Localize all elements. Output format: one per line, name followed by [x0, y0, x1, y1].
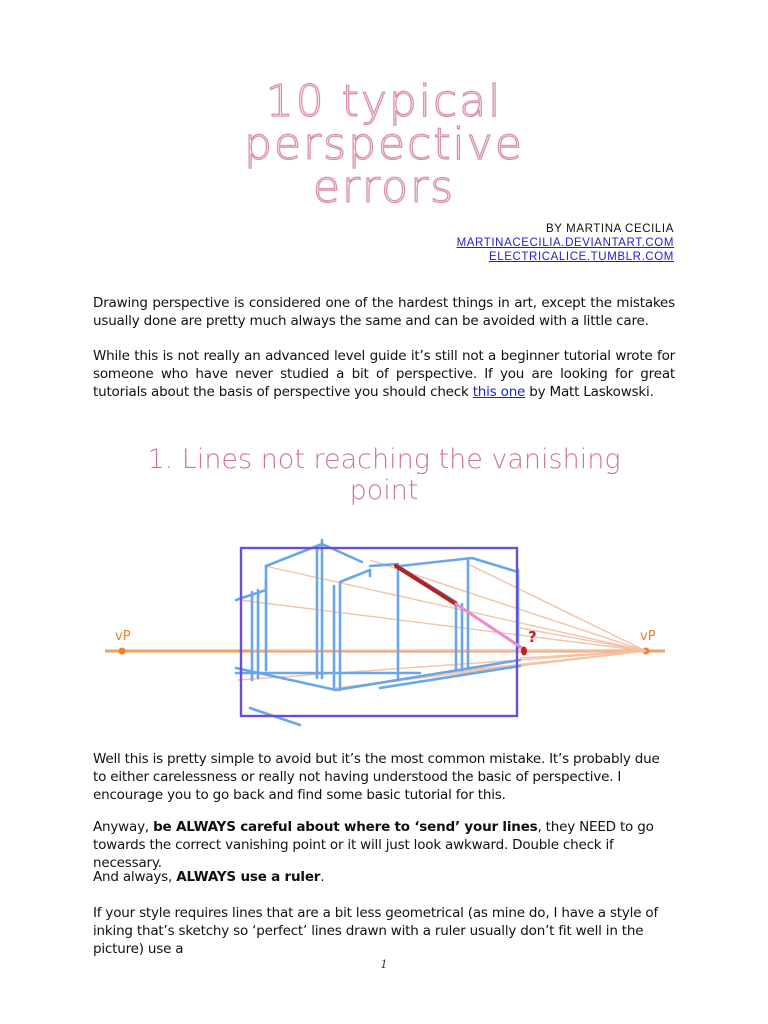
- body-paragraph-4: If your style requires lines that are a bit less geometrical (as mine do, I have a style of inking that’s sketchy so ‘perfect’ lines drawn with a ruler usually don’t fit well in the picture) use a: [93, 905, 659, 957]
- section-heading-line-1: 1. Lines not reaching the vanishing: [147, 444, 621, 475]
- document-title: [0, 76, 768, 213]
- byline: [457, 222, 674, 264]
- intro-p2-tail: by Matt Laskowski.: [525, 384, 654, 400]
- section-heading-line-2: point: [349, 475, 419, 506]
- p4-text: Anyway,: [93, 819, 154, 835]
- p4-tail: , they NEED to go towards the correct vanishing point or it will just look awkward. Double check if necessary.: [93, 819, 654, 871]
- p5-emphasis: ALWAYS use a ruler: [176, 869, 321, 885]
- intro-p2-text: While this is not really an advanced level guide it’s still not a beginner tutorial wrote for someone who have never studied a bit of perspective. If you are looking for great tutorials about the basis of perspective you should check: [93, 348, 675, 400]
- intro-paragraph-2: [93, 347, 675, 401]
- author-name: BY MARTINA CECILIA: [546, 223, 674, 235]
- intro-paragraph-1: Drawing perspective is considered one of the hardest things in art, except the mistakes usually done are pretty much always the same and can be avoided with a little care.: [93, 295, 675, 329]
- body-paragraph-2: [93, 818, 675, 872]
- left-vp-label: vP: [115, 629, 131, 644]
- p5-tail: .: [320, 869, 325, 885]
- picture-frame: [241, 548, 517, 716]
- building-lines: [236, 540, 520, 725]
- section-heading: [0, 444, 768, 506]
- left-vanishing-point: [119, 648, 126, 655]
- title-line-3: errors: [312, 162, 456, 213]
- construction-lines: [238, 560, 646, 688]
- question-mark: ?: [528, 628, 537, 646]
- title-line-1: 10 typical: [265, 76, 503, 127]
- error-endpoint-dot: [521, 647, 527, 656]
- deviantart-link[interactable]: MARTINACECILIA.DEVIANTART.COM: [456, 237, 674, 249]
- p4-emphasis: be ALWAYS careful about where to ‘send’ your lines: [153, 819, 538, 835]
- body-paragraph-1: Well this is pretty simple to avoid but it’s the most common mistake. It’s probably due to either carelessness or really not having understood the basic of perspective. I encourage you to go back and find some basic tutorial for this.: [93, 751, 660, 803]
- right-vp-label: vP: [640, 629, 656, 644]
- error-extension-line: [456, 604, 522, 648]
- perspective-illustration: [100, 530, 670, 730]
- page-number: 1: [380, 958, 388, 971]
- body-paragraph-3: [93, 868, 675, 886]
- tutorial-link[interactable]: this one: [472, 384, 526, 400]
- tumblr-link[interactable]: ELECTRICALICE.TUMBLR.COM: [488, 251, 674, 263]
- p5-text: And always,: [93, 869, 177, 885]
- title-line-2: perspective: [244, 119, 524, 170]
